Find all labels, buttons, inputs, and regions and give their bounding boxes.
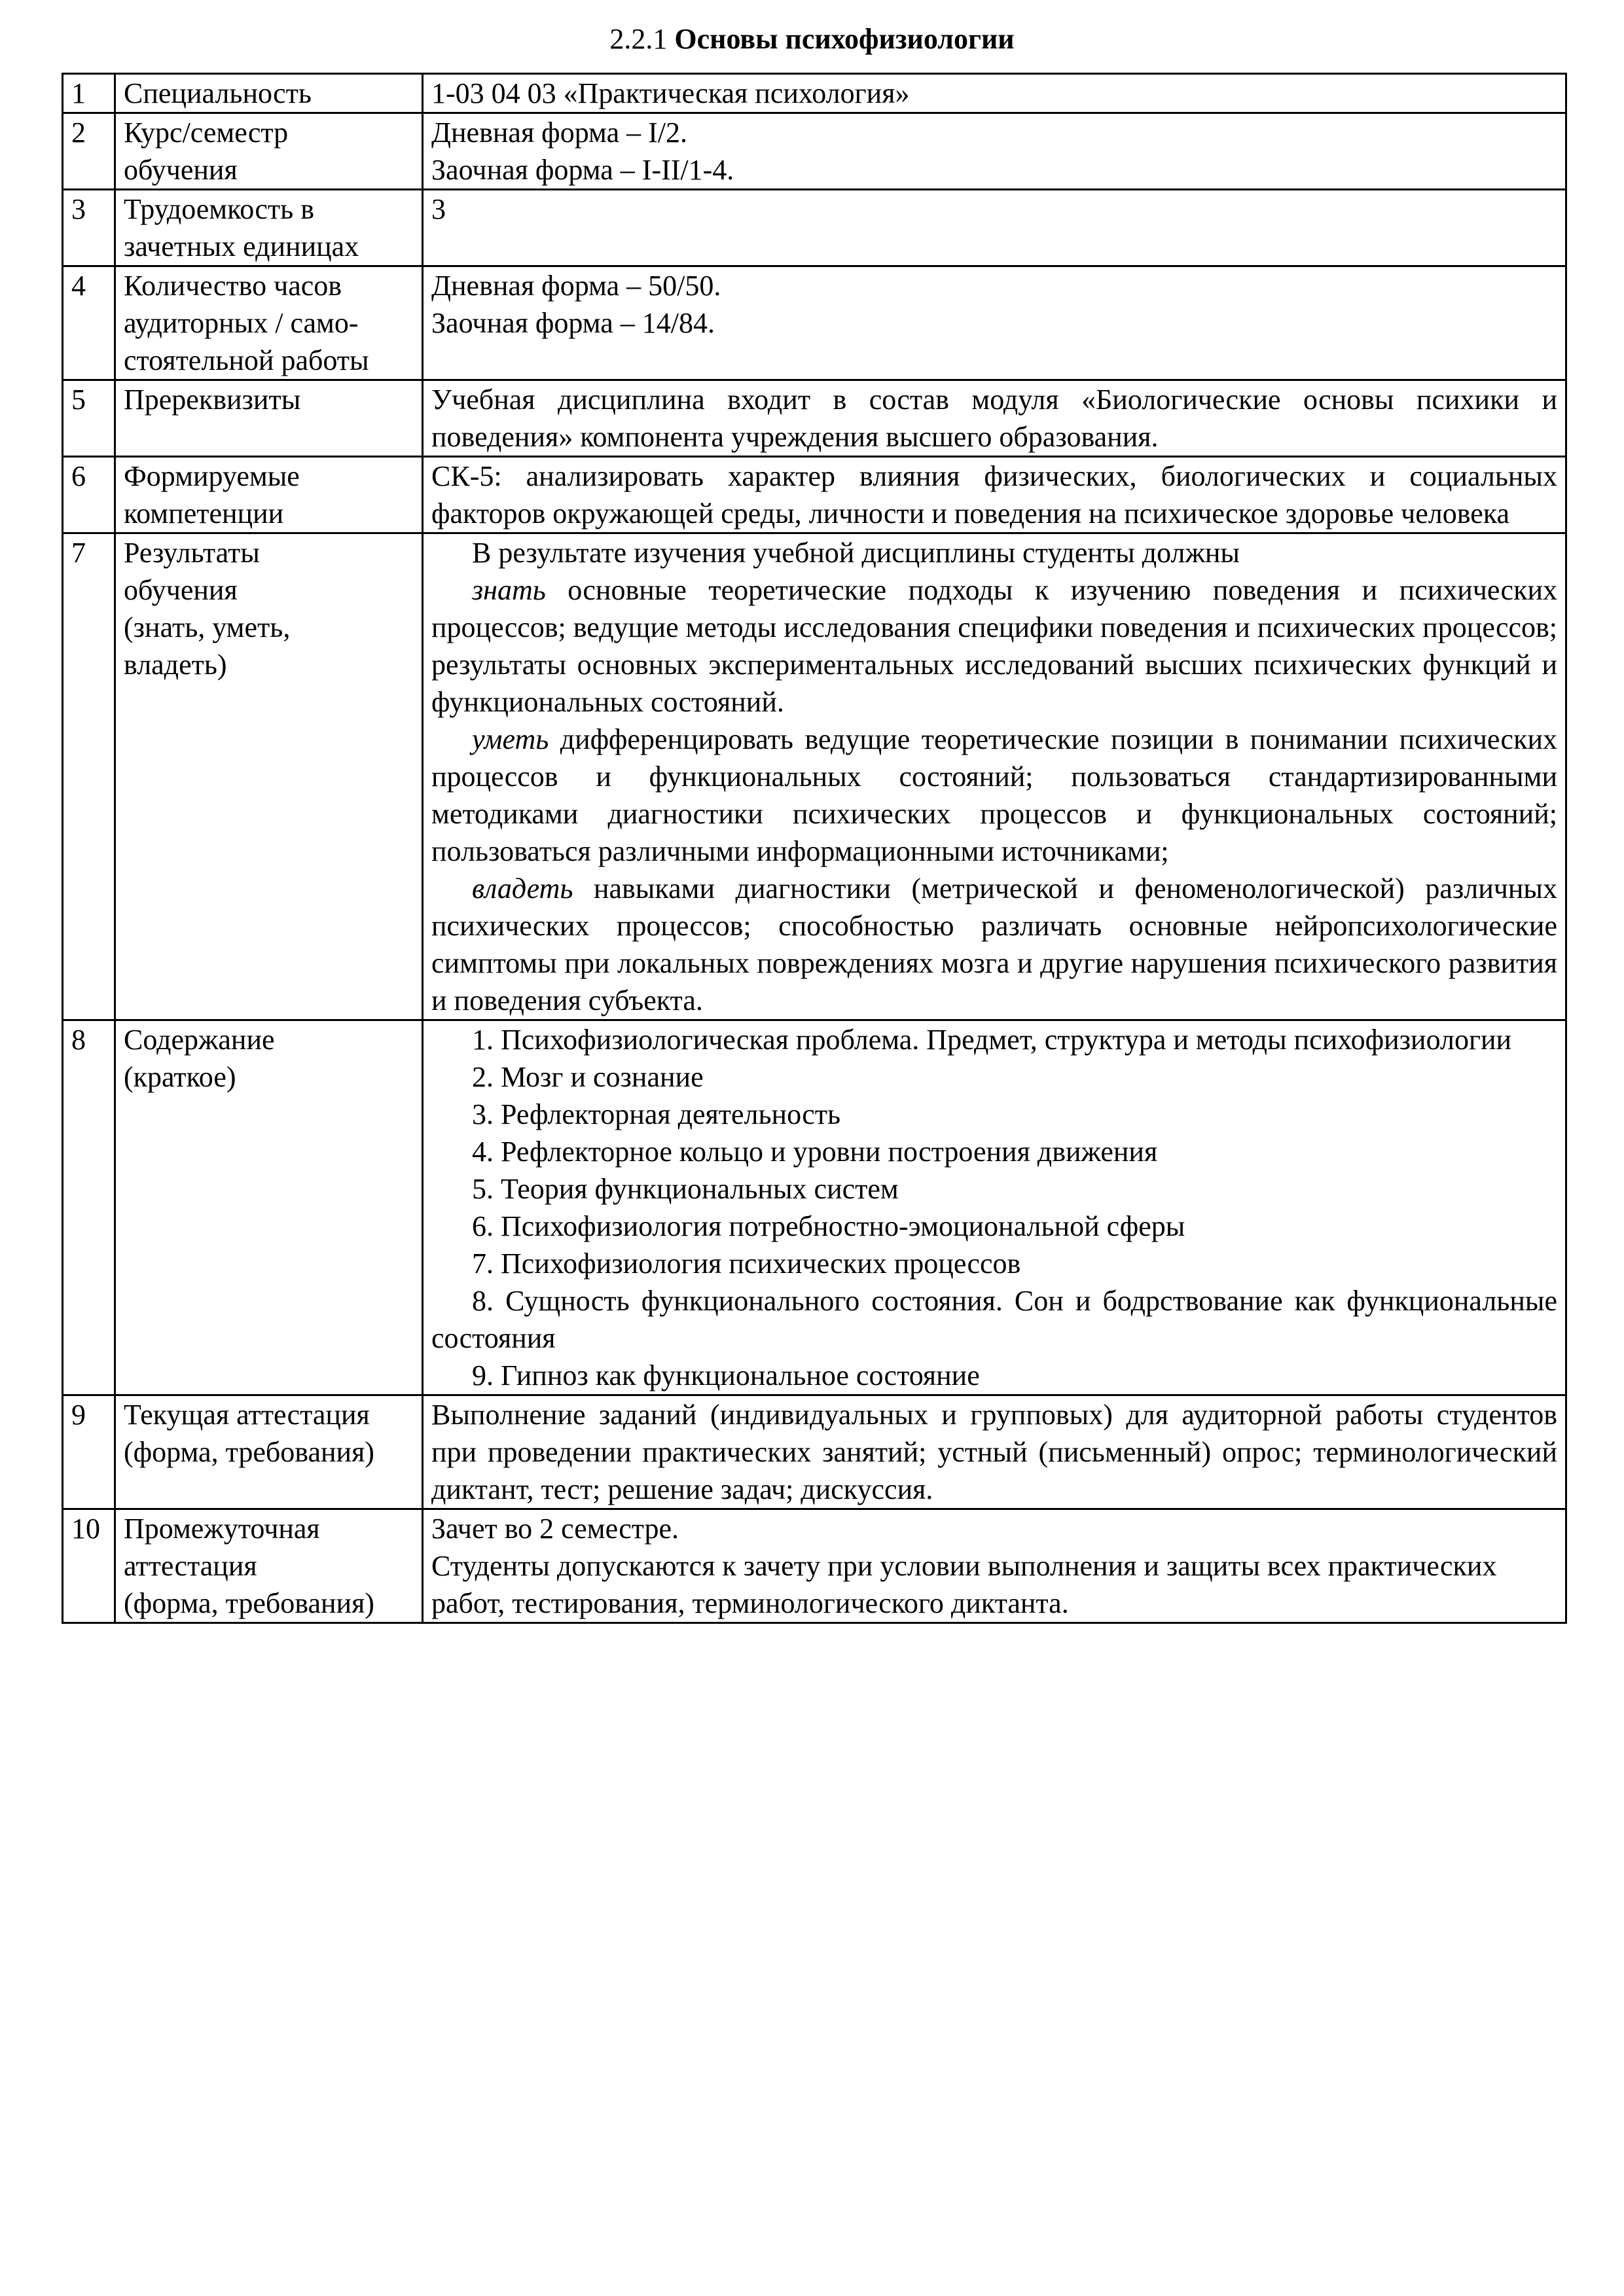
row-label: Трудоемкость в зачетных единицах: [115, 190, 423, 266]
table-row: [63, 74, 1566, 113]
section-number: 2.2.1: [609, 23, 668, 55]
row-label: Количество часов аудиторных / само- стоятельной работы: [115, 266, 423, 380]
outcome-can: уметь дифференцировать ведущие теоретические позиции в понимании психических процессов и функциональных состояний; пользоваться стандартизированными методиками диагностики психических процессов и функциональных состояний; пользоваться различными информационными источниками;: [431, 723, 1557, 867]
table-row: [63, 380, 1566, 457]
row-label: Промежуточная аттестация (форма, требования): [115, 1509, 423, 1623]
list-item: 1. Психофизиологическая проблема. Предмет, структура и методы психофизиологии: [472, 1024, 1512, 1056]
row-label: Текущая аттестация (форма, требования): [115, 1395, 423, 1509]
table-row: [63, 266, 1566, 380]
row-label: Курс/семестр обучения: [115, 113, 423, 190]
outcome-know: знать основные теоретические подходы к изучению поведения и психических процессов; ведущие методы исследования специфики поведения и психических процессов; результаты основных экспериментальных исследований высших психических функций и функциональных состояний.: [431, 574, 1557, 718]
outcomes-intro: В результате изучения учебной дисциплины студенты должны: [472, 537, 1240, 569]
table-row: [63, 1509, 1566, 1623]
table-row: [63, 457, 1566, 533]
list-item: 9. Гипноз как функциональное состояние: [472, 1359, 980, 1391]
row-number: 8: [63, 1020, 115, 1395]
table-row: [63, 1020, 1566, 1395]
row-label: Содержание (краткое): [115, 1020, 423, 1395]
list-item: 5. Теория функциональных систем: [472, 1173, 899, 1205]
table-row: [63, 1395, 1566, 1509]
list-item: 8. Сущность функционального состояния. Сон и бодрствование как функциональные состояния: [431, 1285, 1557, 1354]
row-number: 2: [63, 113, 115, 190]
row-number: 10: [63, 1509, 115, 1623]
row-number: 6: [63, 457, 115, 533]
row-number: 9: [63, 1395, 115, 1509]
row-value: Учебная дисциплина входит в состав модуля «Биологические основы психики и поведения» компонента учреждения высшего образования.: [423, 380, 1566, 457]
row-number: 3: [63, 190, 115, 266]
row-value: 3: [423, 190, 1566, 266]
row-number: 4: [63, 266, 115, 380]
list-item: 6. Психофизиология потребностно-эмоциональной сферы: [472, 1210, 1185, 1242]
section-name: Основы психофизиологии: [674, 23, 1015, 55]
row-number: 1: [63, 74, 115, 113]
page-title: [0, 20, 1624, 59]
list-item: 3. Рефлекторная деятельность: [472, 1098, 841, 1130]
list-item: 4. Рефлекторное кольцо и уровни построения движения: [472, 1136, 1158, 1168]
outcome-master: владеть навыками диагностики (метрической и феноменологической) различных психических процессов; способностью различать основные нейропсихологические симптомы при локальных повреждениях мозга и другие нарушения психического развития и поведения субъекта.: [431, 872, 1557, 1016]
table-row: [63, 533, 1566, 1020]
list-item: 2. Мозг и сознание: [472, 1061, 704, 1093]
row-number: 5: [63, 380, 115, 457]
row-value: [423, 1020, 1566, 1395]
row-value: СК-5: анализировать характер влияния физических, биологических и социальных факторов окружающей среды, личности и поведения на психическое здоровье человека: [423, 457, 1566, 533]
row-value: 1-03 04 03 «Практическая психология»: [423, 74, 1566, 113]
row-value: Дневная форма – I/2. Заочная форма – I-II/1-4.: [423, 113, 1566, 190]
row-number: 7: [63, 533, 115, 1020]
table-row: [63, 113, 1566, 190]
row-value: [423, 533, 1566, 1020]
row-label: Результаты обучения (знать, уметь, владеть): [115, 533, 423, 1020]
row-value: Выполнение заданий (индивидуальных и групповых) для аудиторной работы студентов при проведении практических занятий; устный (письменный) опрос; терминологический диктант, тест; решение задач; дискуссия.: [423, 1395, 1566, 1509]
row-label: Формируемые компетенции: [115, 457, 423, 533]
row-value: Зачет во 2 семестре. Студенты допускаются к зачету при условии выполнения и защиты всех практических работ, тестирования, терминологического диктанта.: [423, 1509, 1566, 1623]
discipline-info-table: [62, 73, 1567, 1624]
row-label: Специальность: [115, 74, 423, 113]
row-label: Пререквизиты: [115, 380, 423, 457]
table-row: [63, 190, 1566, 266]
row-value: Дневная форма – 50/50. Заочная форма – 14/84.: [423, 266, 1566, 380]
list-item: 7. Психофизиология психических процессов: [472, 1247, 1021, 1280]
